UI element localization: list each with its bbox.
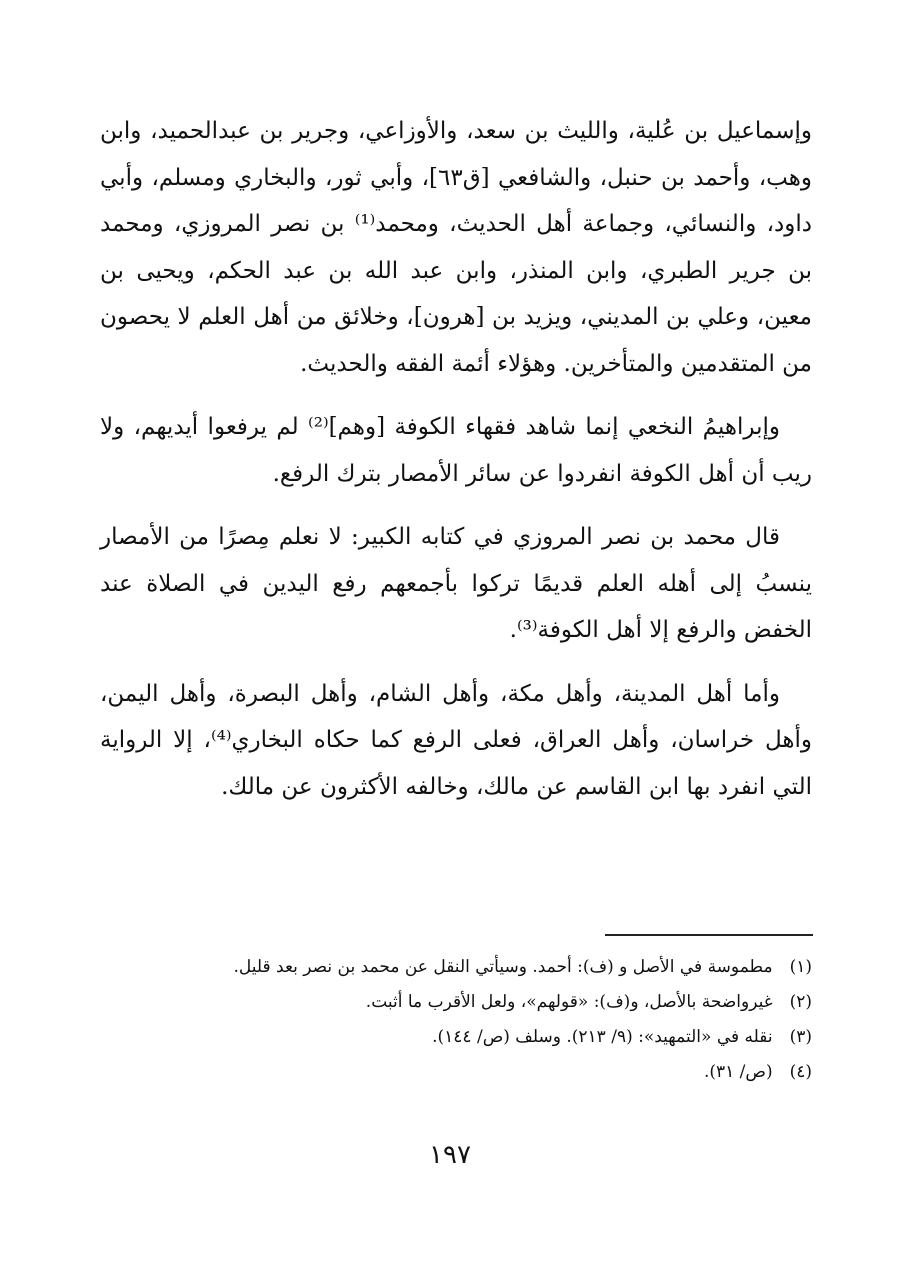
footnote-number: (١) (789, 957, 812, 977)
paragraph-2: وإبراهيمُ النخعي إنما شاهد فقهاء الكوفة [وهم]⁽²⁾ لم يرفعوا أيديهم، ولا ريب أن أهل الكوفة انفردوا عن سائر الأمصار بترك الرفع. (100, 414, 812, 487)
footnote-3 (100, 1020, 812, 1055)
footnote-text: مطموسة في الأصل و (ف): أحمد. وسيأتي النقل عن محمد بن نصر بعد قليل. (233, 957, 773, 977)
footnote-4 (100, 1055, 812, 1090)
footnote-text: غيرواضحة بالأصل، و(ف): «قولهم»، ولعل الأقرب ما أثبت. (365, 992, 773, 1012)
footnote-text: (ص/ ٣١). (703, 1062, 773, 1082)
paragraph-4: وأما أهل المدينة، وأهل مكة، وأهل الشام، وأهل البصرة، وأهل اليمن، وأهل خراسان، وأهل العراق، فعلى الرفع كما حكاه البخاري⁽⁴⁾، إلا الرواية التي انفرد بها ابن القاسم عن مالك، وخالفه الأكثرون عن مالك. (100, 680, 812, 800)
footnote-number: (٣) (789, 1027, 812, 1047)
footnote-number: (٢) (789, 992, 812, 1012)
footnote-2 (100, 985, 812, 1020)
footnote-text: نقله في «التمهيد»: (٩/ ٢١٣). وسلف (ص/ ١٤٤). (432, 1027, 773, 1047)
footnotes (100, 950, 812, 1090)
footnote-1 (100, 950, 812, 985)
paragraph-3: قال محمد بن نصر المروزي في كتابه الكبير: لا نعلم مِصرًا من الأمصار ينسبُ إلى أهله العلم قديمًا تركوا بأجمعهم رفع اليدين في الصلاة عند الخفض والرفع إلا أهل الكوفة⁽³⁾. (100, 524, 812, 643)
footnote-separator (605, 934, 813, 936)
paragraph-1: وإسماعيل بن عُلية، والليث بن سعد، والأوزاعي، وجرير بن عبدالحميد، وابن وهب، وأحمد بن حنبل، والشافعي [ق٦٣]، وأبي ثور، والبخاري ومسلم، وأبي داود، والنسائي، وجماعة أهل الحديث، ومحمد⁽¹⁾ بن نصر المروزي، ومحمد بن جرير الطبري، وابن المنذر، وابن عبد الله بن عبد الحكم، ويحيى بن معين، وعلي بن المديني، ويزيد بن [هرون]، وخلائق من أهل العلم لا يحصون من المتقدمين والمتأخرين. وهؤلاء أئمة الفقه والحديث. (100, 118, 812, 377)
footnote-number: (٤) (789, 1062, 812, 1082)
page-number: ١٩٧ (429, 1140, 471, 1170)
main-text (100, 108, 812, 827)
